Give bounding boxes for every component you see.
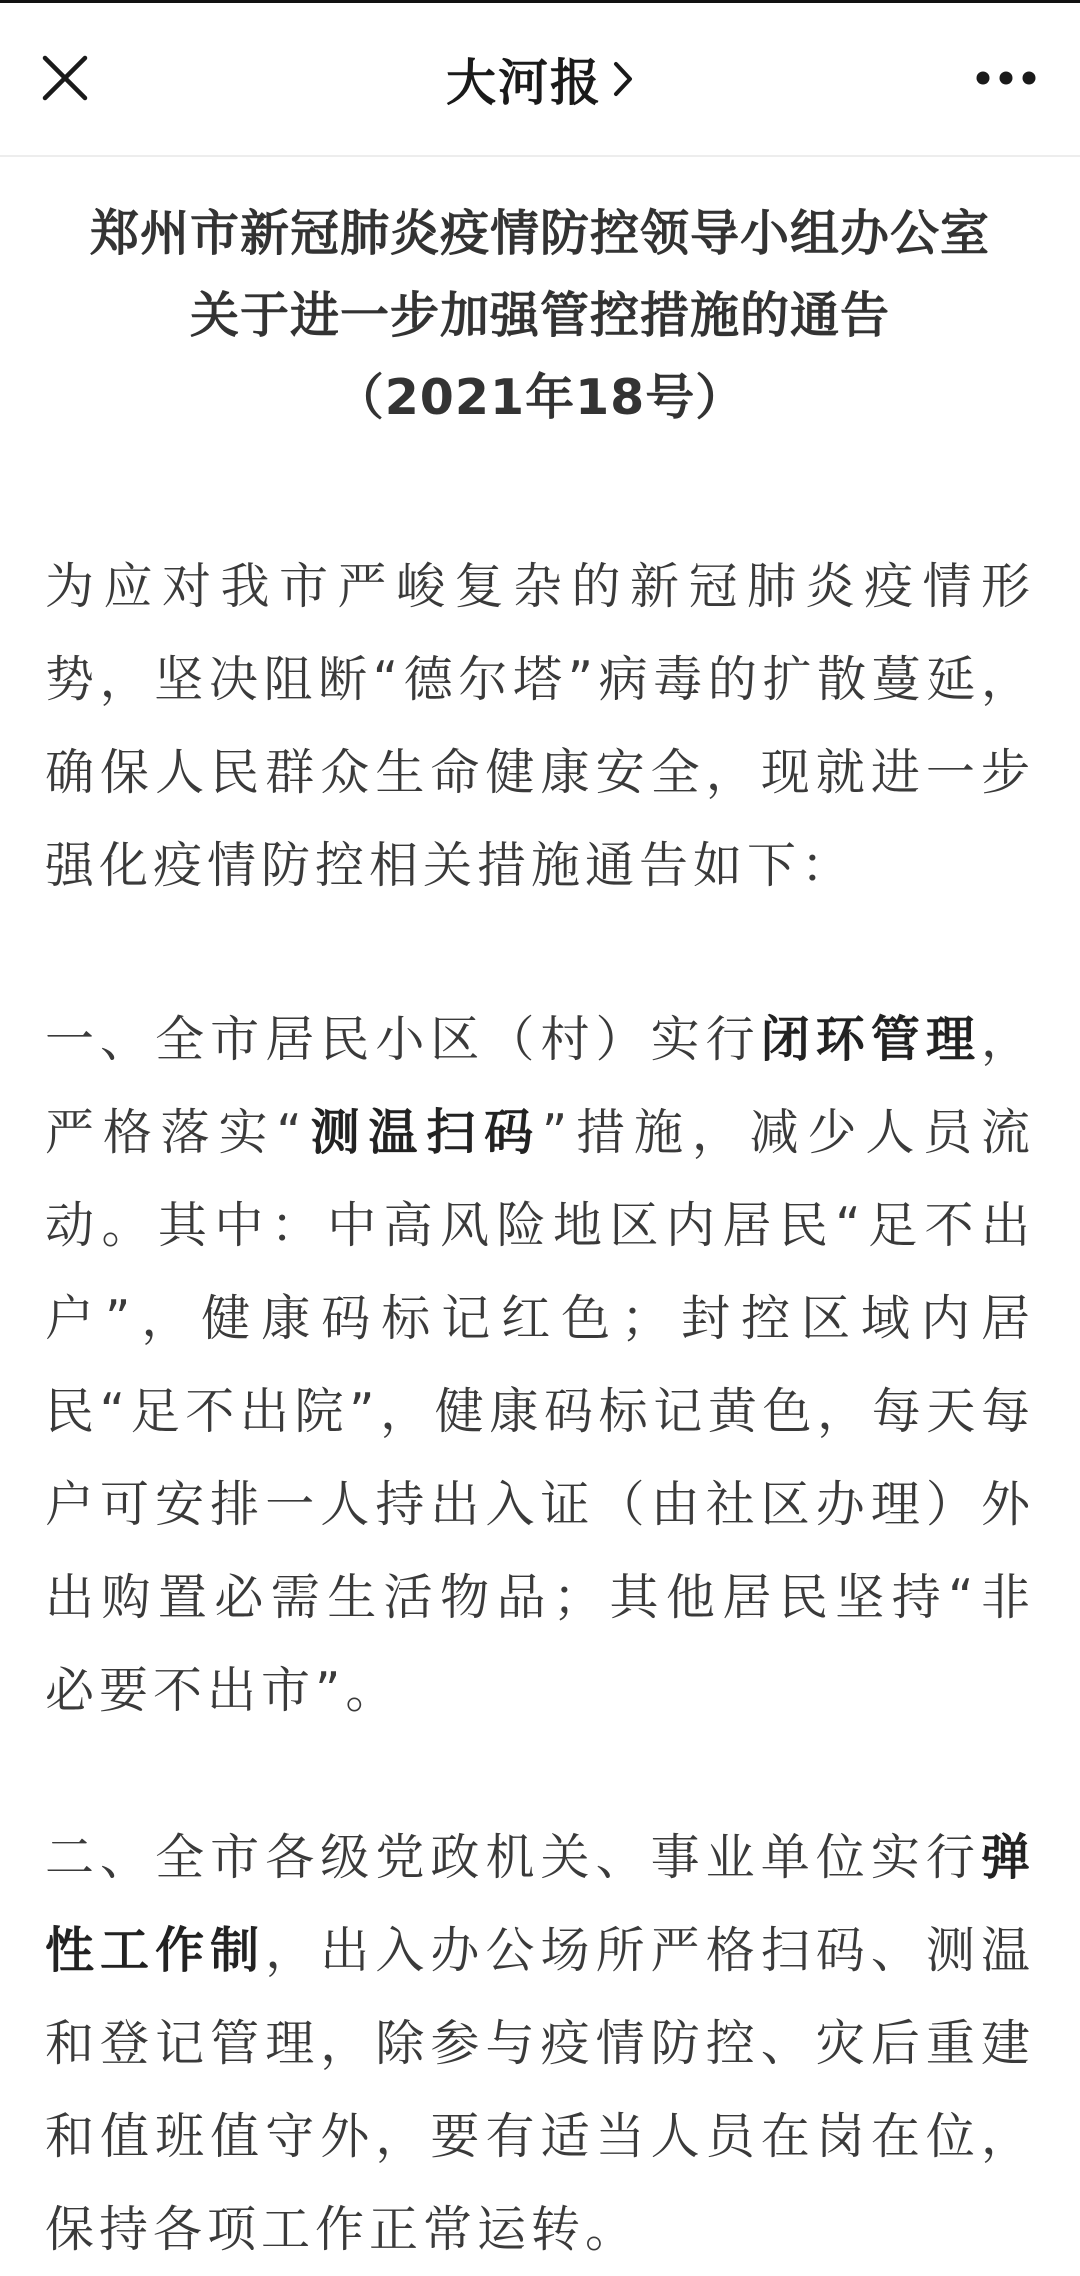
account-name: 大河报 [446,54,602,112]
section-2-text-1: 二、全市各级党政机关、事业单位实行 [45,1829,981,1886]
intro-paragraph: 为应对我市严峻复杂的新冠肺炎疫情形势，坚决阻断“德尔塔”病毒的扩散蔓延，确保人民群众生命健康安全，现就进一步强化疫情防控相关措施通告如下： [45,558,1035,894]
nav-bar [0,3,1080,157]
section-1-text-2: ，严格落实“ [45,1011,1035,1161]
title-line-1: 郑州市新冠肺炎疫情防控领导小组办公室 [89,205,990,262]
title-line-2: 关于进一步加强管控措施的通告 [189,287,890,344]
close-button[interactable] [30,43,100,113]
article-content [0,157,1080,439]
account-link[interactable] [446,43,634,115]
title-line-3: （2021年18号） [334,369,746,426]
highlight-closed-loop: 闭环管理 [760,1011,981,1068]
article-title [0,193,1080,439]
section-2-paragraph [45,1811,1035,2276]
more-dots-icon [976,71,1036,85]
section-1-text-1: 一、全市居民小区（村）实行 [45,1011,761,1068]
highlight-temp-scan: 测温扫码 [306,1104,542,1161]
highlight-flexible-work: 弹性工作制 [45,1829,1035,1979]
section-1-paragraph [45,993,1035,1737]
more-button[interactable] [966,43,1046,113]
section-2-text-2: ，出入办公场所严格扫码、测温和登记管理，除参与疫情防控、灾后重建和值班值守外，要有适当人员在岗在位，保持各项工作正常运转。 [45,1922,1035,2258]
close-icon [42,55,88,101]
section-1-text-3: ”措施，减少人员流动。其中：中高风险地区内居民“足不出户”，健康码标记红色；封控区域内居民“足不出院”，健康码标记黄色，每天每户可安排一人持出入证（由社区办理）外出购置必需生活物品；其他居民坚持“非必要不出市”。 [45,1104,1035,1719]
chevron-right-icon [612,60,634,98]
